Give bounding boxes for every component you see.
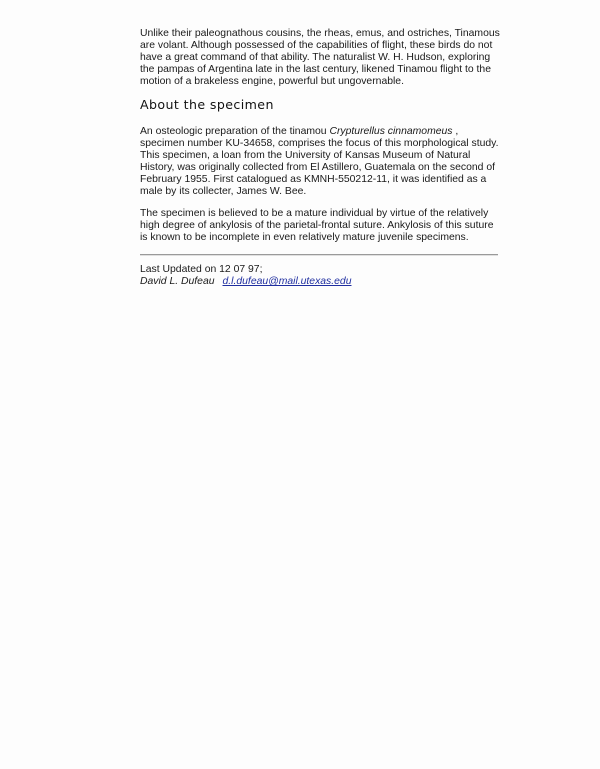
author-line — [140, 276, 500, 288]
horizontal-divider — [140, 254, 498, 256]
maturity-paragraph: The specimen is believed to be a mature individual by virtue of the relatively high degree of ankylosis of the parietal-frontal suture. Ankylosis of this suture is known to be incomplete in even relatively mature juvenile specimens. — [140, 208, 494, 243]
document-content — [140, 28, 500, 288]
specimen-paragraph-rest: , specimen number KU-34658, comprises the focus of this morphological study. This specimen, a loan from the University of Kansas Museum of Natural History, was originally collected from El Astillero, Guatemala on the second of February 1955. First catalogued as KMNH-550212-11, it was identified as a male by its collecter, James W. Bee. — [140, 126, 499, 197]
specimen-paragraph — [140, 126, 500, 198]
author-email-link[interactable]: d.l.dufeau@mail.utexas.edu — [222, 276, 352, 287]
section-heading: About the specimen — [140, 97, 274, 112]
author-name: David L. Dufeau — [140, 276, 215, 287]
species-name: Crypturellus cinnamomeus — [329, 126, 453, 137]
specimen-paragraph-lead: An osteologic preparation of the tinamou — [140, 126, 330, 137]
footer — [140, 264, 500, 288]
last-updated: Last Updated on 12 07 97; — [140, 264, 263, 275]
intro-paragraph: Unlike their paleognathous cousins, the rheas, emus, and ostriches, Tinamous are volant. Although possessed of the capabilities of flight, these birds do not have a great command of that ability. The naturalist W. H. Hudson, exploring the pampas of Argentina late in the last century, likened Tinamou flight to the motion of a brakeless engine, powerful but ungovernable. — [140, 28, 500, 87]
